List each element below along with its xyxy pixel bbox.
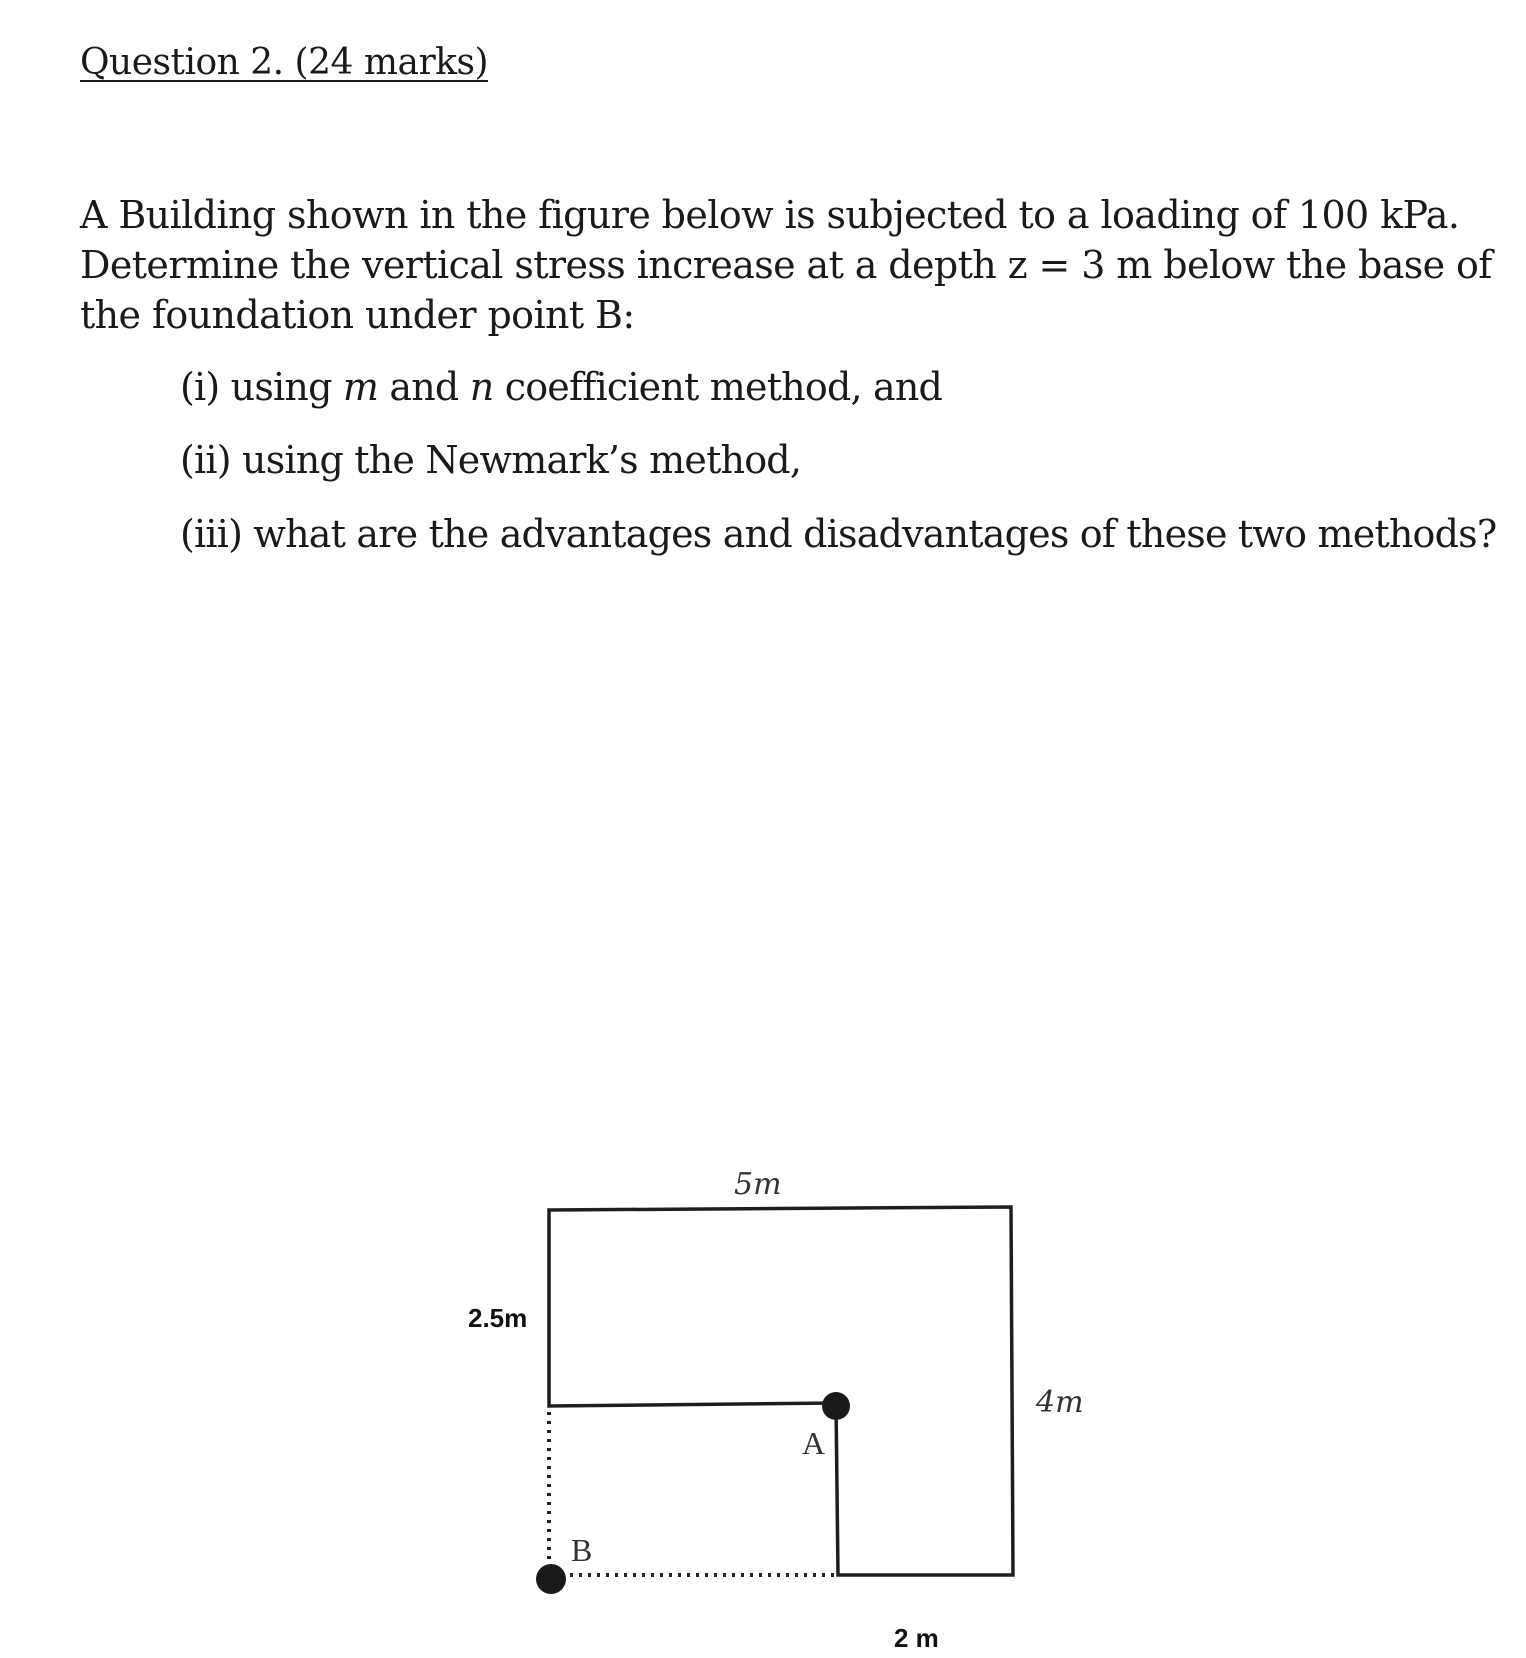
- paragraph-line-3: the foundation under point B:: [80, 293, 635, 337]
- foundation-outline: [549, 1207, 1013, 1575]
- item-i-mid: and: [378, 365, 470, 409]
- point-a-marker: [822, 1392, 850, 1420]
- paragraph-line-2: Determine the vertical stress increase at a depth z = 3 m below the base of: [80, 243, 1492, 287]
- right-dimension-label: 4m: [1036, 1385, 1084, 1420]
- point-b-label: B: [571, 1532, 593, 1568]
- paragraph-line-1: A Building shown in the figure below is subjected to a loading of 100 kPa.: [80, 193, 1460, 237]
- item-i-var-m: m: [342, 365, 379, 409]
- bottom-dimension-label: 2 m: [894, 1623, 939, 1653]
- item-i-suffix: coefficient method, and: [493, 365, 943, 409]
- question-heading: Question 2. (24 marks): [80, 42, 488, 83]
- top-dimension-label: 5m: [734, 1167, 782, 1202]
- item-ii: (ii) using the Newmark’s method,: [180, 438, 802, 482]
- point-b-marker: [536, 1564, 566, 1594]
- item-i-var-n: n: [469, 365, 494, 409]
- item-i-prefix: (i) using: [180, 365, 343, 409]
- point-a-label: A: [802, 1425, 826, 1461]
- left-dimension-label: 2.5m: [468, 1303, 528, 1333]
- item-iii: (iii) what are the advantages and disadvantages of these two methods?: [180, 512, 1497, 556]
